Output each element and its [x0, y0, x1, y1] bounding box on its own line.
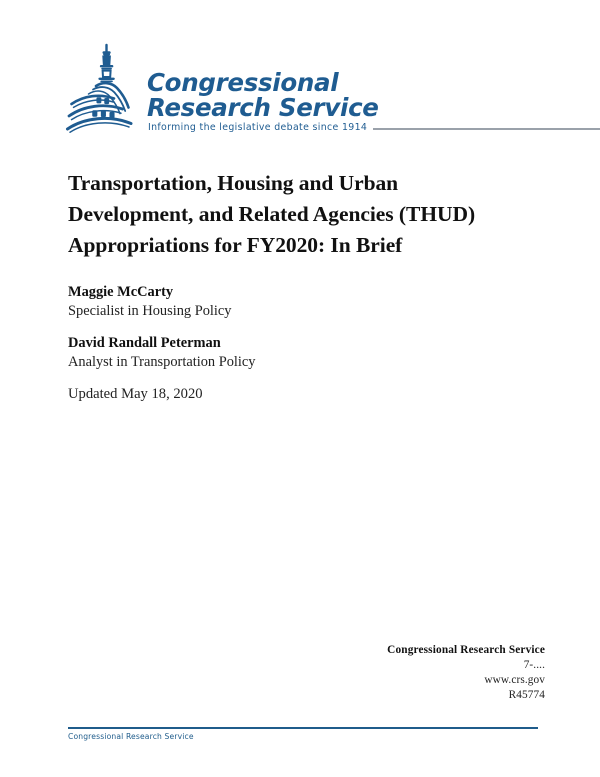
- author-name: David Randall Peterman: [68, 335, 221, 351]
- report-info-block: [245, 643, 545, 703]
- masthead-tagline-row: [148, 122, 600, 133]
- page-title-line-3: Appropriations for FY2020: In Brief: [68, 233, 403, 257]
- author-list: [68, 283, 488, 404]
- crs-wordmark: [147, 70, 547, 120]
- page-title: [68, 168, 538, 261]
- author-role: Analyst in Transportation Policy: [68, 354, 256, 370]
- author-entry: [68, 283, 488, 321]
- author-name: Maggie McCarty: [68, 284, 174, 300]
- wordmark-line-2: Research Service: [147, 93, 379, 122]
- info-phone: 7-....: [523, 659, 545, 671]
- crs-masthead: [60, 42, 546, 142]
- footer-label: Congressional Research Service: [68, 732, 194, 741]
- footer-divider: [68, 727, 538, 729]
- masthead-divider: [373, 128, 600, 130]
- page-title-line-1: Transportation, Housing and Urban: [68, 171, 399, 195]
- page-title-line-2: Development, and Related Agencies (THUD): [68, 202, 476, 226]
- info-website[interactable]: www.crs.gov: [484, 674, 545, 686]
- updated-date: Updated May 18, 2020: [68, 386, 203, 402]
- crs-logo: [60, 42, 546, 142]
- wordmark-line-1: Congressional: [147, 68, 339, 97]
- author-entry: [68, 334, 488, 372]
- info-report-number: R45774: [508, 689, 545, 701]
- info-organization: Congressional Research Service: [387, 644, 545, 656]
- author-role: Specialist in Housing Policy: [68, 303, 232, 319]
- masthead-tagline: Informing the legislative debate since 1914: [148, 122, 368, 133]
- capitol-dome-icon: [60, 42, 156, 138]
